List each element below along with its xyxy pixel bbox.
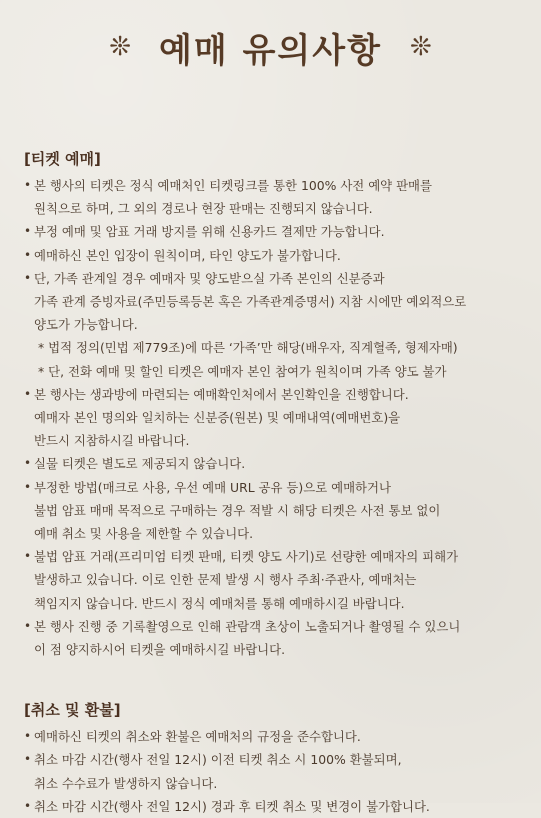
page-title: 예매 유의사항 bbox=[159, 30, 382, 71]
rule-item: • 본 행사 진행 중 기록촬영으로 인해 관람객 초상이 노출되거나 촬영될 수 있으니 이 점 양지하시어 티켓을 예매하시길 바랍니다. bbox=[24, 615, 517, 661]
bullet-icon: • bbox=[24, 178, 32, 192]
bullet-icon: • bbox=[24, 386, 32, 401]
rule-item: • 본 행사는 생과방에 마련되는 예매확인처에서 본인확인을 진행합니다. 예매자 본인 명의와 일치하는 신분증(원본) 및 예매내역(예매번호)을 반드시 지참하시길 바랍니다. bbox=[24, 383, 517, 453]
rule-note: * 단, 전화 예매 및 할인 티켓은 예매자 본인 참여가 원칙이며 가족 양도 불가 bbox=[38, 363, 447, 379]
ticket-booking-rules bbox=[24, 174, 517, 661]
rule-item: • 실물 티켓은 별도로 제공되지 않습니다. bbox=[24, 452, 517, 475]
section-title-cancel-refund: [취소 및 환불] bbox=[24, 701, 121, 720]
bullet-icon: • bbox=[24, 549, 32, 564]
rule-item: • 부정 예매 및 암표 거래 방지를 위해 신용카드 결제만 가능합니다. bbox=[24, 220, 517, 243]
rule-item: • 불법 암표 거래(프리미엄 티켓 판매, 티켓 양도 사기)로 선량한 예매자의 피해가 발생하고 있습니다. 이로 인한 문제 발생 시 행사 주최·주관사, 예매처는 책임지지 않습니다. 반드시 정식 예매처를 통해 예매하시길 바랍니다. bbox=[24, 545, 517, 615]
rule-item: • 예매하신 본인 입장이 원칙이며, 타인 양도가 불가합니다. bbox=[24, 244, 517, 267]
rule-note: * 법적 정의(민법 제779조)에 따른 ‘가족’만 해당(배우자, 직계혈족, 형제자매) bbox=[38, 340, 458, 356]
cancel-refund-section bbox=[24, 701, 517, 818]
bullet-icon: • bbox=[24, 247, 32, 262]
bullet-icon: • bbox=[24, 479, 32, 494]
section-title-ticket-booking: [티켓 예매] bbox=[24, 150, 101, 168]
bullet-icon: • bbox=[24, 729, 32, 744]
bullet-icon: • bbox=[24, 270, 32, 285]
bullet-icon: • bbox=[24, 224, 32, 239]
bullet-icon: • bbox=[24, 752, 32, 767]
rule-item: • 취소 마감 시간(행사 전일 12시) 경과 후 티켓 취소 및 변경이 불가합니다. bbox=[24, 795, 517, 818]
bullet-icon: • bbox=[24, 456, 32, 471]
rule-item: • 단, 가족 관계일 경우 예매자 및 양도받으실 가족 본인의 신분증과 가족 관계 증빙자료(주민등록등본 혹은 가족관계증명서) 지참 시에만 예외적으로 양도가 가능합니다. bbox=[24, 267, 517, 337]
cancel-refund-rules bbox=[24, 725, 517, 818]
flower-deco-left-icon: ❊ bbox=[109, 32, 132, 62]
bullet-icon: • bbox=[24, 618, 32, 633]
bullet-icon: • bbox=[24, 798, 32, 813]
rule-item: • 본 행사의 티켓은 정식 예매처인 티켓링크를 통한 100% 사전 예약 판매를 원칙으로 하며, 그 외의 경로나 현장 판매는 진행되지 않습니다. bbox=[24, 174, 517, 220]
rule-item: • 취소 마감 시간(행사 전일 12시) 이전 티켓 취소 시 100% 환불되며, 취소 수수료가 발생하지 않습니다. bbox=[24, 748, 517, 794]
rule-item: • 예매하신 티켓의 취소와 환불은 예매처의 규정을 준수합니다. bbox=[24, 725, 517, 748]
title-row bbox=[24, 18, 517, 76]
flower-deco-right-icon: ❊ bbox=[409, 32, 432, 62]
rule-item: • 부정한 방법(매크로 사용, 우선 예매 URL 공유 등)으로 예매하거나 불법 암표 매매 목적으로 구매하는 경우 적발 시 해당 티켓은 사전 통보 없이 예매 취소 및 사용을 제한할 수 있습니다. bbox=[24, 476, 517, 546]
ticket-booking-section bbox=[24, 150, 517, 661]
